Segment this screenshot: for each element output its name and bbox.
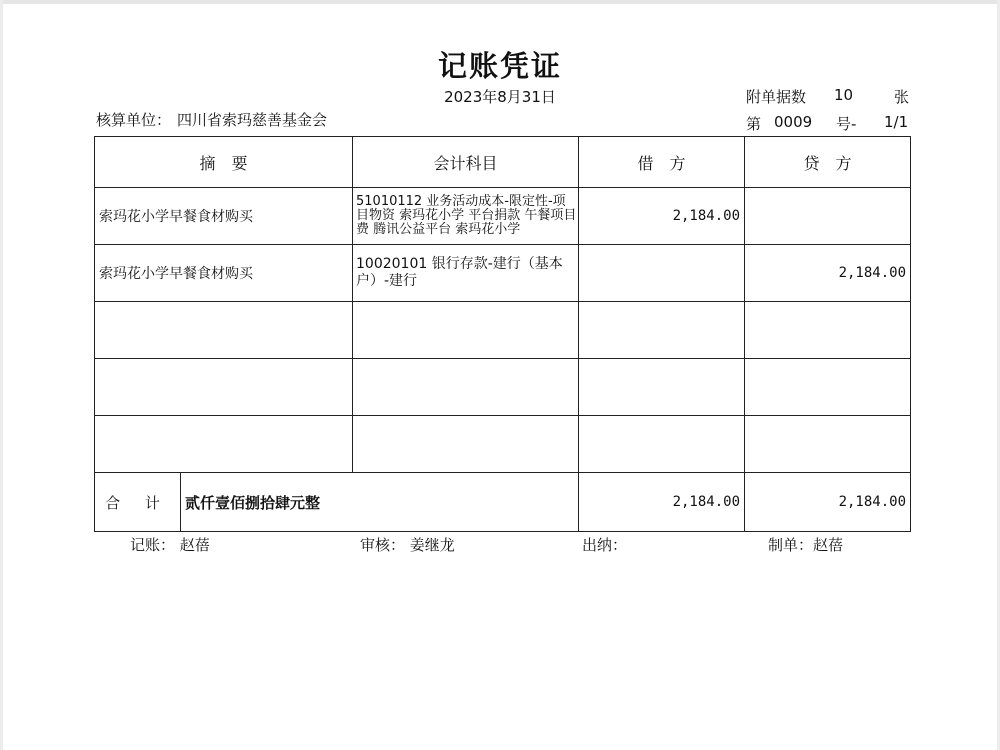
table-header-row [95,137,911,188]
header-summary: 摘 要 [95,137,353,188]
attachments-label: 附单据数 [746,88,807,106]
header-debit: 借 方 [579,137,745,188]
voucher-date: 2023年8月31日 [444,88,556,106]
voucher-page: 1/1 [884,113,909,131]
total-label: 合 计 [95,473,181,532]
row-credit [745,188,911,245]
accounting-unit-label: 核算单位： [96,111,172,129]
voucher-number-prefix: 第 [746,115,762,133]
row-subject: 10020101 银行存款-建行（基本户）-建行 [353,245,579,302]
header-credit: 贷 方 [745,137,911,188]
attachments-count: 10 [834,86,854,104]
row-summary: 索玛花小学早餐食材购买 [95,188,353,245]
total-amount-words: 贰仟壹佰捌拾肆元整 [181,473,579,532]
scan-edge-left [0,0,3,750]
table-row-empty [95,359,911,416]
voucher-number-suffix: 号- [836,115,857,133]
footer-preparer: 制单：赵蓓 [768,536,844,554]
voucher-table [94,136,911,532]
footer-reviewer: 审核： 姜继龙 [360,536,455,554]
total-debit: 2,184.00 [579,473,745,532]
table-row-empty [95,302,911,359]
table-row [95,188,911,245]
row-summary: 索玛花小学早餐食材购买 [95,245,353,302]
total-credit: 2,184.00 [745,473,911,532]
footer-cashier: 出纳： [582,536,628,554]
scan-edge-top [0,0,1000,4]
table-row [95,245,911,302]
attachments-unit: 张 [894,88,910,106]
voucher-title: 记账凭证 [437,49,562,83]
row-credit: 2,184.00 [745,245,911,302]
row-subject: 51010112 业务活动成本-限定性-项目物资 索玛花小学 平台捐款 午餐项目费 腾讯公益平台 索玛花小学 [353,188,579,245]
voucher-number-value: 0009 [774,113,813,131]
table-row-empty [95,416,911,473]
accounting-unit-name: 四川省索玛慈善基金会 [177,111,328,129]
accounting-unit [96,109,333,130]
row-debit: 2,184.00 [579,188,745,245]
row-debit [579,245,745,302]
footer-bookkeeper: 记账： 赵蓓 [130,536,210,554]
table-total-row [95,473,911,532]
header-subject: 会计科目 [353,137,579,188]
